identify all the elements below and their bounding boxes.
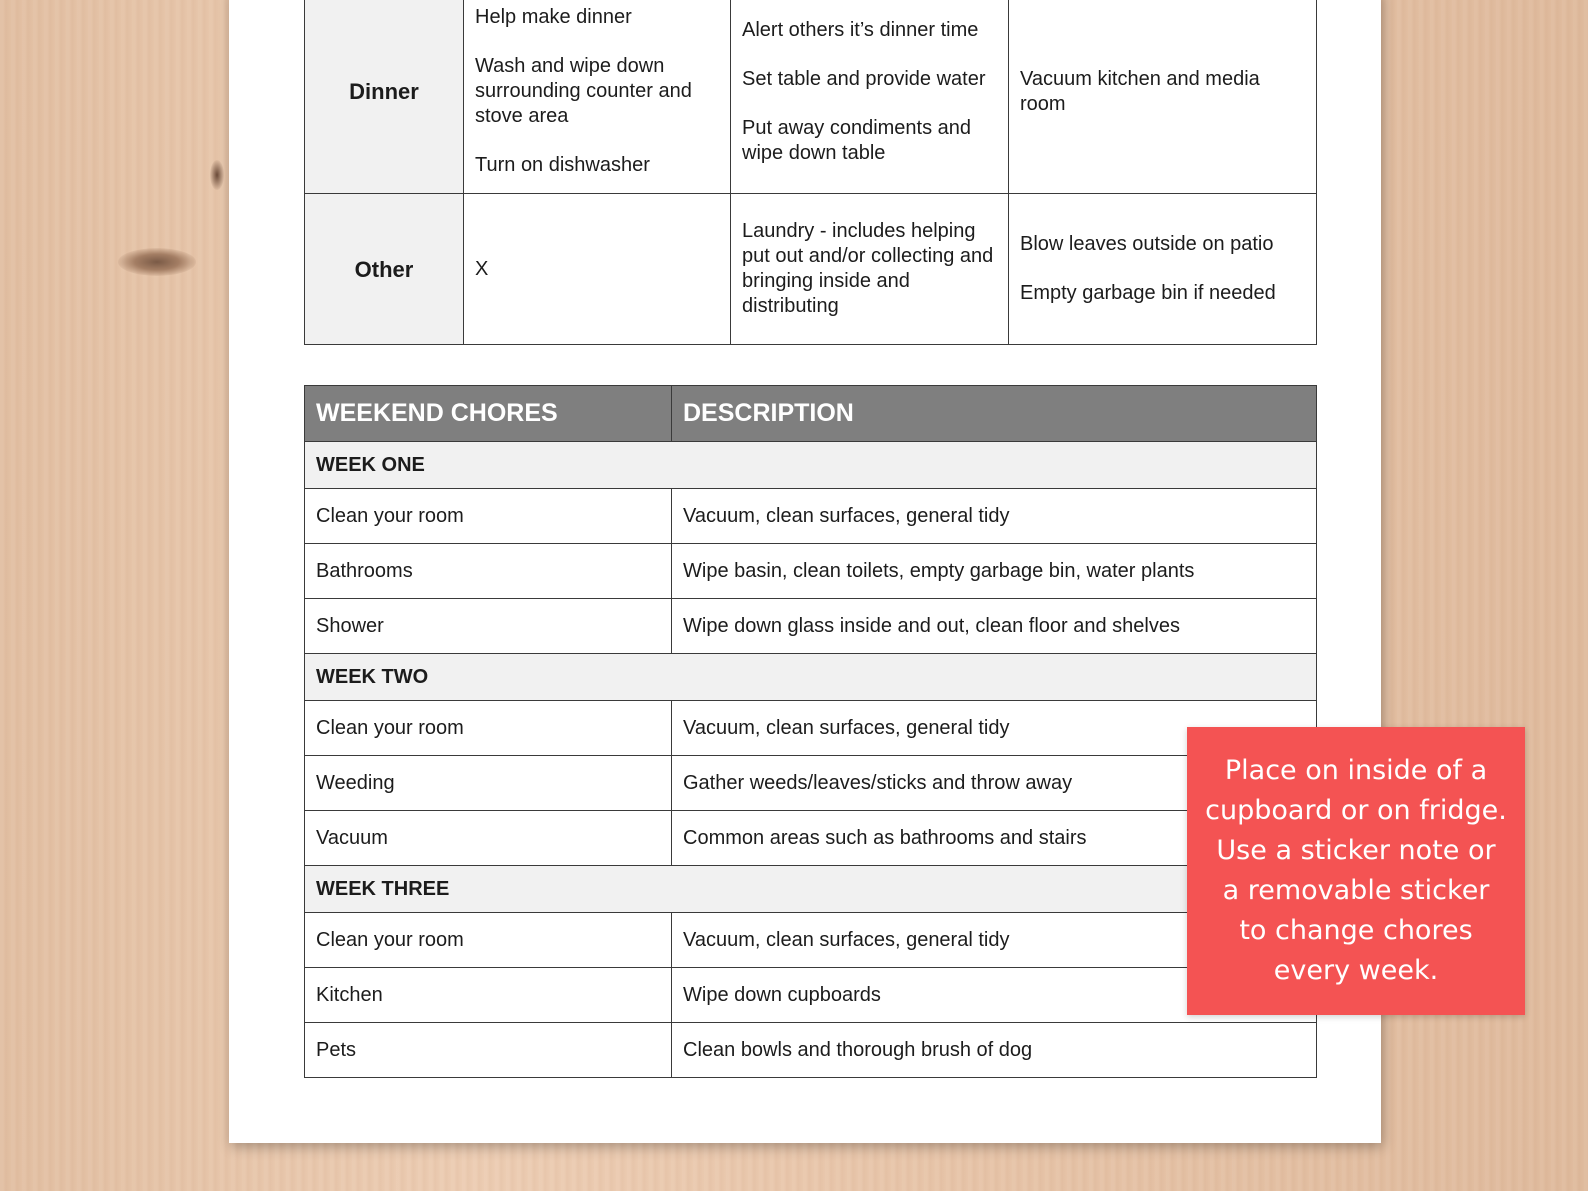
chore-description: Vacuum, clean surfaces, general tidy bbox=[672, 701, 1317, 756]
table-row bbox=[305, 811, 1317, 866]
wood-knot bbox=[118, 248, 196, 276]
chore-description: Common areas such as bathrooms and stairs bbox=[672, 811, 1317, 866]
table-row bbox=[305, 701, 1317, 756]
note-text: Place on inside of a cupboard or on fridge. Use a sticker note or a removable sticker to change chores every week. bbox=[1205, 755, 1507, 986]
table-row bbox=[305, 489, 1317, 544]
table-row-other bbox=[305, 194, 1317, 345]
task-text: Wash and wipe down surrounding counter and stove area bbox=[475, 55, 692, 127]
week-header-row bbox=[305, 654, 1317, 701]
table-header-row bbox=[305, 386, 1317, 442]
dinner-task-cell-1 bbox=[464, 0, 731, 194]
chore-description: Wipe basin, clean toilets, empty garbage bin, water plants bbox=[672, 544, 1317, 599]
table-row bbox=[305, 599, 1317, 654]
task-text: Vacuum kitchen and media room bbox=[1020, 67, 1260, 115]
column-header-description: DESCRIPTION bbox=[672, 386, 1317, 442]
chore-description: Vacuum, clean surfaces, general tidy bbox=[672, 913, 1317, 968]
column-header-chores: WEEKEND CHORES bbox=[305, 386, 672, 442]
chore-name: Pets bbox=[305, 1023, 672, 1078]
chore-description: Gather weeds/leaves/sticks and throw away bbox=[672, 756, 1317, 811]
weekend-chores-table bbox=[304, 385, 1317, 1078]
table-row bbox=[305, 913, 1317, 968]
chore-name: Clean your room bbox=[305, 701, 672, 756]
other-task-cell-2 bbox=[731, 194, 1009, 345]
chore-name: Weeding bbox=[305, 756, 672, 811]
chore-description: Wipe down glass inside and out, clean floor and shelves bbox=[672, 599, 1317, 654]
chore-name: Bathrooms bbox=[305, 544, 672, 599]
weekday-chores-table bbox=[304, 0, 1317, 345]
other-task-cell-3 bbox=[1009, 194, 1317, 345]
dinner-task-cell-2 bbox=[731, 0, 1009, 194]
table-row-dinner bbox=[305, 0, 1317, 194]
table-row bbox=[305, 1023, 1317, 1078]
week-title: WEEK ONE bbox=[305, 442, 1317, 489]
chore-name: Vacuum bbox=[305, 811, 672, 866]
table-row bbox=[305, 544, 1317, 599]
chore-description: Vacuum, clean surfaces, general tidy bbox=[672, 489, 1317, 544]
chore-name: Shower bbox=[305, 599, 672, 654]
task-text: Put away condiments and wipe down table bbox=[742, 116, 972, 164]
chore-description: Wipe down cupboards bbox=[672, 968, 1317, 1023]
task-text: X bbox=[475, 257, 489, 280]
chore-name: Kitchen bbox=[305, 968, 672, 1023]
table-row bbox=[305, 756, 1317, 811]
chore-name: Clean your room bbox=[305, 489, 672, 544]
sticky-note-callout bbox=[1187, 727, 1525, 1015]
week-title: WEEK THREE bbox=[305, 866, 1317, 913]
task-text: Laundry - includes helping put out and/or collecting and bringing inside and distributing bbox=[742, 220, 994, 317]
dinner-task-cell-3 bbox=[1009, 0, 1317, 194]
table-row bbox=[305, 968, 1317, 1023]
task-text: Empty garbage bin if needed bbox=[1020, 282, 1276, 304]
chore-description: Clean bowls and thorough brush of dog bbox=[672, 1023, 1317, 1078]
wood-knot bbox=[210, 160, 224, 190]
task-text: Help make dinner bbox=[475, 6, 632, 28]
other-task-cell-1 bbox=[464, 194, 731, 345]
row-label-other: Other bbox=[305, 194, 464, 345]
task-text: Blow leaves outside on patio bbox=[1020, 233, 1274, 255]
chore-name: Clean your room bbox=[305, 913, 672, 968]
task-text: Set table and provide water bbox=[742, 67, 986, 90]
task-text: Turn on dishwasher bbox=[475, 154, 650, 176]
task-text: Alert others it’s dinner time bbox=[742, 18, 979, 41]
row-label-dinner: Dinner bbox=[305, 0, 464, 194]
week-title: WEEK TWO bbox=[305, 654, 1317, 701]
week-header-row bbox=[305, 442, 1317, 489]
week-header-row bbox=[305, 866, 1317, 913]
